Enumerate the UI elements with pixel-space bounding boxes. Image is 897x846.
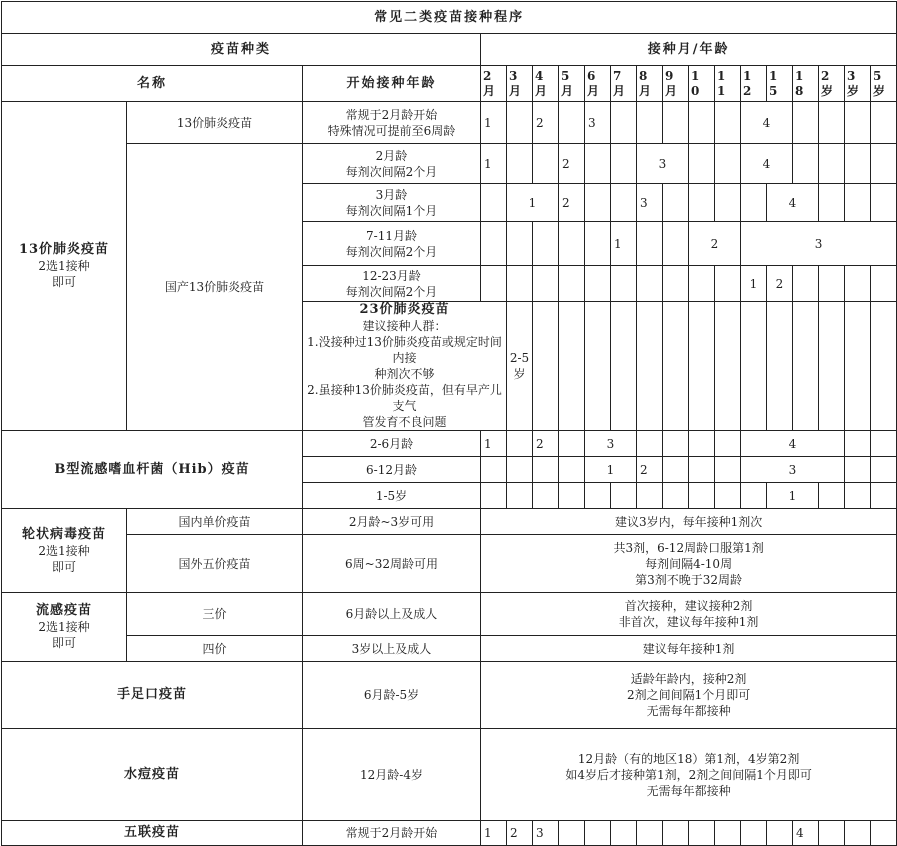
flu-note-1: 建议每年接种1剂 [481,636,897,662]
dose-cell: 4 [741,144,793,184]
flu-start-1: 3岁以上及成人 [303,636,481,662]
flu-group-name: 流感疫苗 2选1接种 即可 [2,593,127,662]
varicella-note: 12月龄（有的地区18）第1剂，4岁第2剂 如4岁后才接种第1剂，2剂之间间隔1个月即可 无需每年都接种 [481,729,897,821]
pcv13-import-start: 常规于2月龄开始 特殊情况可提前至6周龄 [303,102,481,144]
pcv13-group-name: 13价肺炎疫苗 2选1接种 即可 [2,102,127,431]
pentavalent-start: 常规于2月龄开始 [303,821,481,846]
dose-cell: 2 [767,266,793,302]
dose-cell: 3 [741,222,897,266]
hib-start-2: 1-5岁 [303,483,481,509]
age-col-12: 1 8 [793,66,819,102]
dose-cell: 3 [585,102,611,144]
pcv13-domestic-start-0: 2月龄 每剂次间隔2个月 [303,144,481,184]
header-start-age: 开始接种年龄 [303,66,481,102]
pcv13-domestic-start-1: 3月龄 每剂次间隔1个月 [303,184,481,222]
age-col-10: 1 2 [741,66,767,102]
pcv13-domestic-start-2: 7-11月龄 每剂次间隔2个月 [303,222,481,266]
varicella-name: 水痘疫苗 [2,729,303,821]
dose-cell: 3 [741,457,845,483]
dose-cell: 1 [585,457,637,483]
header-schedule: 接种月/年龄 [481,34,897,66]
dose-cell: 1 [767,483,819,509]
dose-cell: 4 [793,821,819,846]
varicella-start: 12月龄-4岁 [303,729,481,821]
dose-cell: 2 [559,144,585,184]
dose-cell: 1 [481,144,507,184]
rotavirus-type-0: 国内单价疫苗 [127,509,303,535]
hib-start-0: 2-6月龄 [303,431,481,457]
hfmd-note: 适龄年龄内，接种2剂 2剂之间间隔1个月即可 无需每年都接种 [481,662,897,729]
ppv23-description: 23价肺炎疫苗 建议接种人群： 1.没接种过13价肺炎疫苗或规定时间内接 种剂次不够 2.虽接种13价肺炎疫苗，但有早产儿支气 管发育不良问题 [303,302,507,431]
age-col-6: 8 月 [637,66,663,102]
flu-start-0: 6月龄以上及成人 [303,593,481,636]
dose-cell: 1 [481,821,507,846]
age-col-13: 2 岁 [819,66,845,102]
age-col-9: 1 1 [715,66,741,102]
rotavirus-note-1: 共3剂，6-12周龄口服第1剂 每剂间隔4-10周 第3剂不晚于32周龄 [481,535,897,593]
dose-cell: 1 [481,431,507,457]
dose-cell: 3 [533,821,559,846]
dose-cell: 3 [637,144,689,184]
rotavirus-type-1: 国外五价疫苗 [127,535,303,593]
vaccine-schedule-table [1,1,897,846]
dose-cell: 1 [507,184,559,222]
dose-cell: 2 [689,222,741,266]
header-vaccine-type: 疫苗种类 [2,34,481,66]
hfmd-start: 6月龄-5岁 [303,662,481,729]
dose-cell: 2 [533,431,559,457]
hib-name: B型流感嗜血杆菌（Hib）疫苗 [2,431,303,509]
age-col-15: 5 岁 [871,66,897,102]
age-col-0: 2 月 [481,66,507,102]
dose-cell: 2 [637,457,663,483]
age-col-14: 3 岁 [845,66,871,102]
age-col-8: 1 0 [689,66,715,102]
table-title: 常见二类疫苗接种程序 [2,2,897,34]
age-col-3: 5 月 [559,66,585,102]
age-col-1: 3 月 [507,66,533,102]
dose-cell: 2 [533,102,559,144]
hfmd-name: 手足口疫苗 [2,662,303,729]
rotavirus-start-0: 2月龄~3岁可用 [303,509,481,535]
header-name: 名称 [2,66,303,102]
flu-type-1: 四价 [127,636,303,662]
age-col-4: 6 月 [585,66,611,102]
pcv13-import-name: 13价肺炎疫苗 [127,102,303,144]
age-col-11: 1 5 [767,66,793,102]
dose-cell: 4 [741,431,845,457]
pcv13-domestic-start-3: 12-23月龄 每剂次间隔2个月 [303,266,481,302]
pcv13-domestic-name: 国产13价肺炎疫苗 [127,144,303,431]
dose-cell: 4 [741,102,793,144]
dose-cell: 3 [637,184,663,222]
age-col-2: 4 月 [533,66,559,102]
rotavirus-start-1: 6周~32周龄可用 [303,535,481,593]
age-col-7: 9 月 [663,66,689,102]
flu-note-0: 首次接种，建议接种2剂 非首次，建议每年接种1剂 [481,593,897,636]
dose-cell: 2 [507,821,533,846]
flu-type-0: 三价 [127,593,303,636]
pentavalent-name: 五联疫苗 [2,821,303,846]
dose-cell: 2 [559,184,585,222]
rotavirus-note-0: 建议3岁内，每年接种1剂次 [481,509,897,535]
dose-cell: 1 [611,222,637,266]
dose-cell: 1 [741,266,767,302]
ppv23-start: 2-5岁 [507,302,533,431]
rotavirus-group-name: 轮状病毒疫苗 2选1接种 即可 [2,509,127,593]
hib-start-1: 6-12月龄 [303,457,481,483]
dose-cell: 1 [481,102,507,144]
dose-cell: 3 [585,431,637,457]
age-col-5: 7 月 [611,66,637,102]
dose-cell: 4 [767,184,819,222]
